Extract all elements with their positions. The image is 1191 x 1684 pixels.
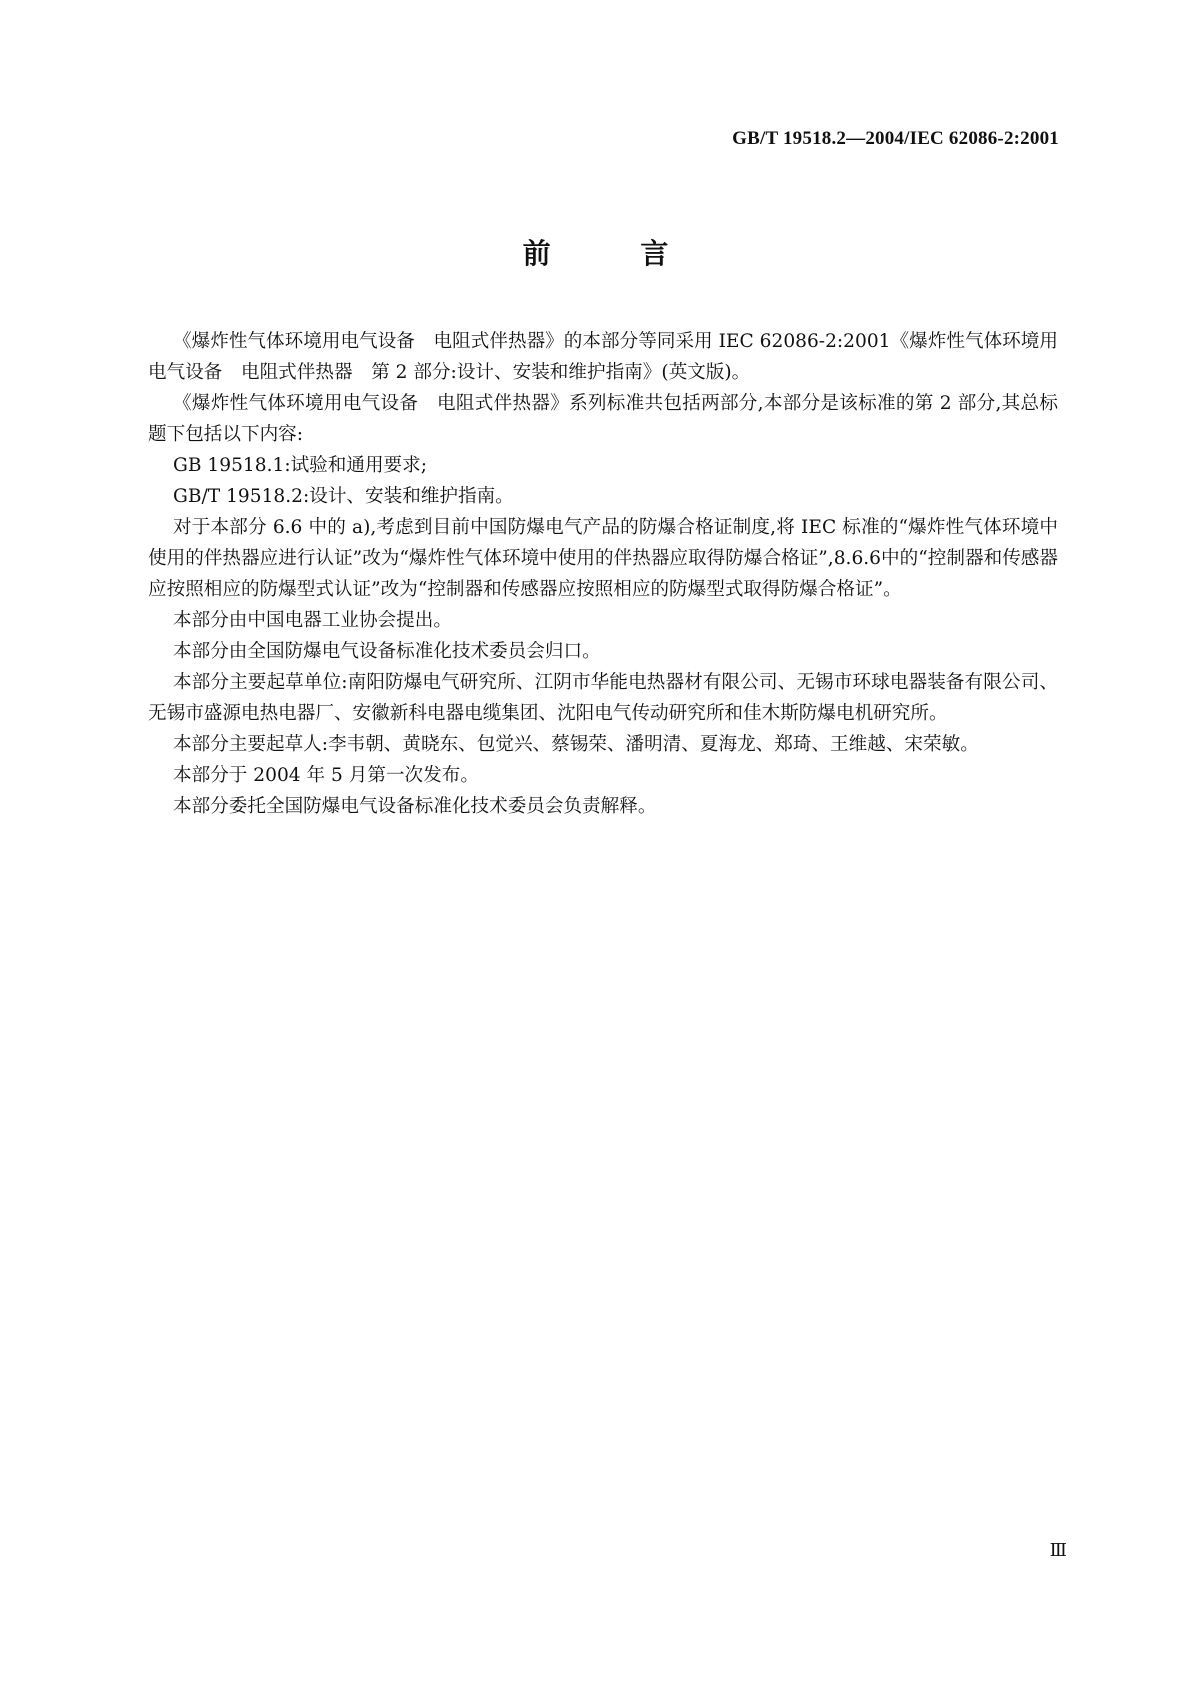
standard-code-header: GB/T 19518.2—2004/IEC 62086-2:2001 (732, 128, 1059, 149)
paragraph-drafting-units: 本部分主要起草单位:南阳防爆电气研究所、江阴市华能电热器材有限公司、无锡市环球电器装备有限公司、无锡市盛源电热电器厂、安徽新科电器电缆集团、沈阳电气传动研究所和佳木斯防爆电机研究所。 (148, 672, 1058, 724)
paragraph-proposed-by: 本部分由中国电器工业协会提出。 (173, 610, 452, 631)
foreword-body (148, 326, 1058, 822)
paragraph-modifications: 对于本部分 6.6 中的 a),考虑到目前中国防爆电气产品的防爆合格证制度,将 IEC 标准的“爆炸性气体环境中使用的伴热器应进行认证”改为“爆炸性气体环境中使用的伴热器应取得防爆合格证”,8.6.6中的“控制器和传感器应按照相应的防爆型式认证”改为“控制器和传感器应按照相应的防爆型式取得防爆合格证”。 (148, 517, 1058, 600)
page-title: 前 言 (522, 237, 709, 270)
paragraph-centralized-by: 本部分由全国防爆电气设备标准化技术委员会归口。 (173, 641, 601, 662)
paragraph-first-issue: 本部分于 2004 年 5 月第一次发布。 (173, 765, 479, 786)
page-number: Ⅲ (1049, 1540, 1067, 1560)
paragraph-adoption: 《爆炸性气体环境用电气设备 电阻式伴热器》的本部分等同采用 IEC 62086-2:2001《爆炸性气体环境用电气设备 电阻式伴热器 第 2 部分:设计、安装和维护指南》(英文版)。 (148, 331, 1058, 383)
paragraph-series: 《爆炸性气体环境用电气设备 电阻式伴热器》系列标准共包括两部分,本部分是该标准的第 2 部分,其总标题下包括以下内容: (148, 393, 1058, 445)
paragraph-part-2: GB/T 19518.2:设计、安装和维护指南。 (173, 486, 514, 507)
paragraph-part-1: GB 19518.1:试验和通用要求; (173, 455, 428, 476)
paragraph-drafters: 本部分主要起草人:李韦朝、黄晓东、包觉兴、蔡锡荣、潘明清、夏海龙、郑琦、王维越、宋荣敏。 (173, 734, 979, 755)
paragraph-interpretation: 本部分委托全国防爆电气设备标准化技术委员会负责解释。 (173, 796, 657, 817)
